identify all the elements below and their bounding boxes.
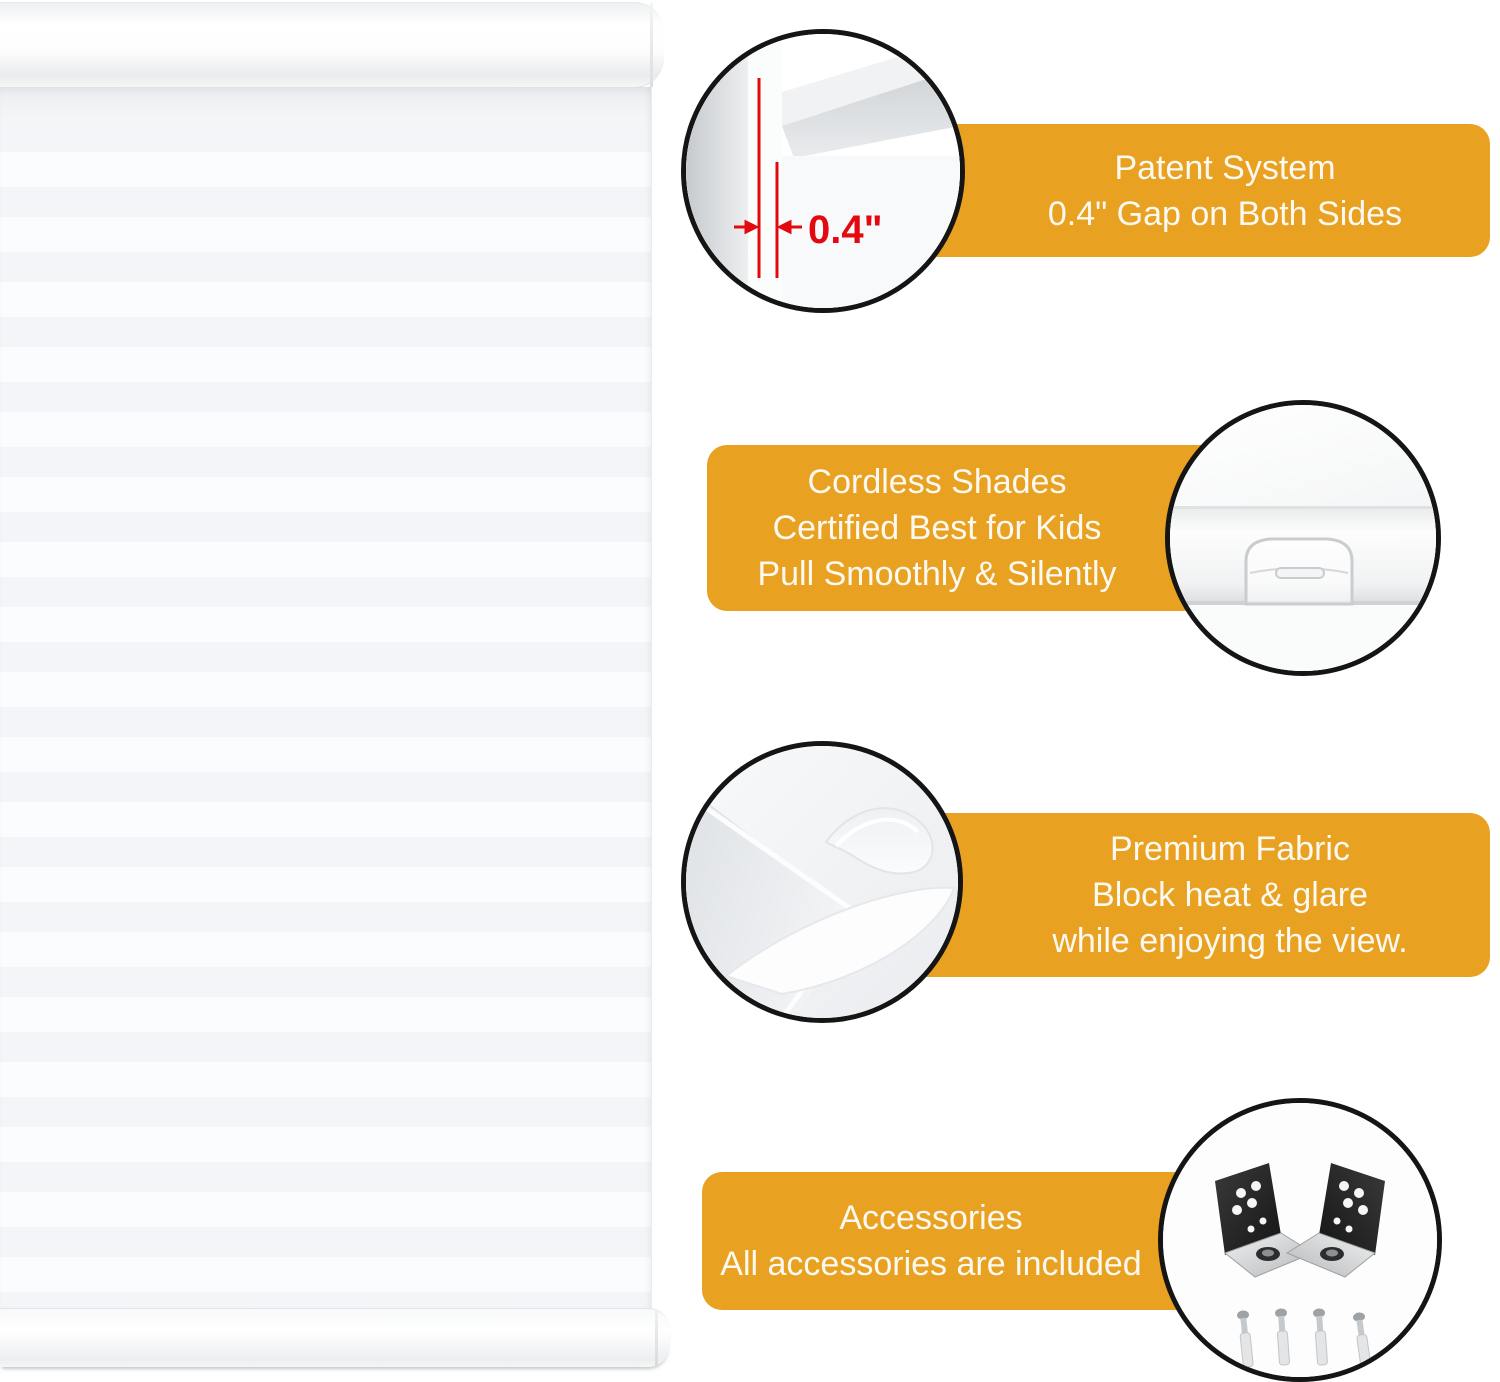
shade-bottom-rail xyxy=(0,1308,670,1367)
rail-top-edge xyxy=(1170,506,1436,509)
fabric-closeup-photo-circle xyxy=(681,741,963,1023)
banner-line: All accessories are included xyxy=(720,1245,1142,1283)
banner-line: Accessories xyxy=(839,1199,1023,1237)
banner-line: Patent System xyxy=(1114,148,1336,187)
banner-line: Cordless Shades xyxy=(807,463,1067,501)
pull-handle-photo-circle xyxy=(1165,400,1441,676)
window-frame-edge xyxy=(686,34,748,308)
gap-closeup-illustration xyxy=(686,34,960,308)
photo-background xyxy=(1163,1103,1437,1377)
pull-handle-shape xyxy=(1246,539,1352,604)
shade-headrail-cassette xyxy=(0,2,664,88)
pull-handle-illustration xyxy=(1170,405,1436,671)
banner-line: while enjoying the view. xyxy=(1052,922,1408,960)
banner-line: Certified Best for Kids xyxy=(772,509,1102,547)
shade-fabric-panel xyxy=(0,87,652,1308)
fabric-closeup-illustration xyxy=(686,746,958,1018)
banner-line: 0.4" Gap on Both Sides xyxy=(1047,194,1403,233)
accessories-illustration xyxy=(1163,1103,1437,1377)
banner-line: Pull Smoothly & Silently xyxy=(757,555,1117,593)
accessories-photo-circle xyxy=(1158,1098,1442,1382)
banner-line: Block heat & glare xyxy=(1092,876,1368,914)
below-rail-area xyxy=(1170,605,1436,671)
gap-measurement-label: 0.4" xyxy=(808,208,883,252)
banner-line: Premium Fabric xyxy=(1110,830,1350,868)
gap-closeup-photo-circle xyxy=(681,29,965,313)
